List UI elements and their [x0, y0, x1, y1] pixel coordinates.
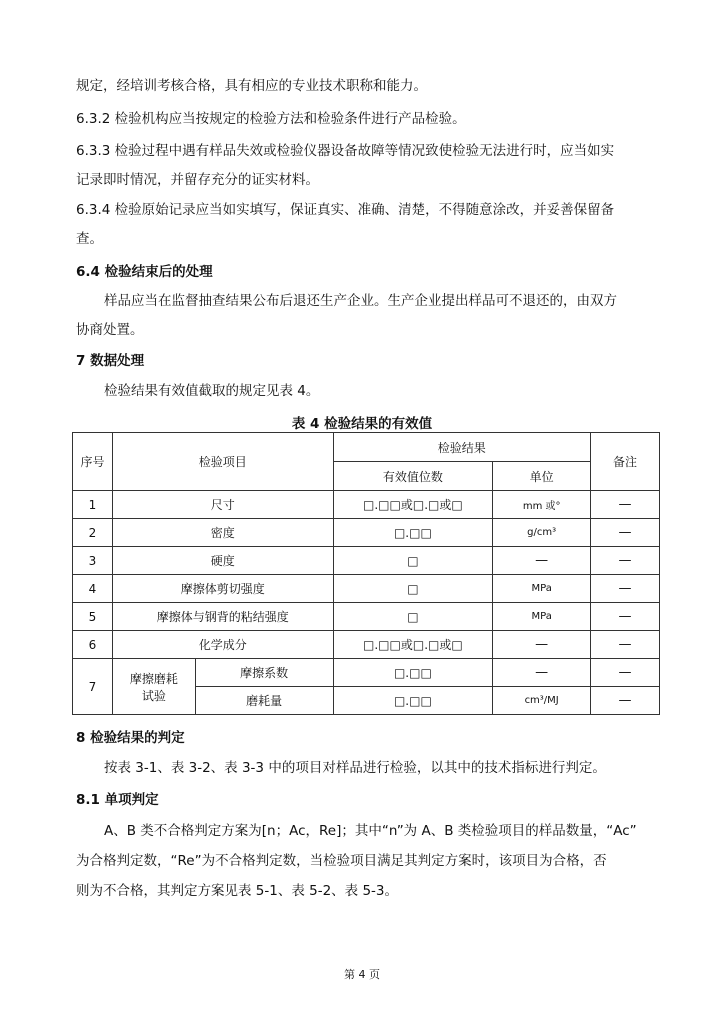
header-digits: 有效值位数: [333, 462, 493, 491]
paragraph-line: 规定，经培训考核合格，具有相应的专业技术职称和能力。: [76, 78, 427, 94]
paragraph-line: 样品应当在监督抽查结果公布后退还生产企业。生产企业提出样品可不退还的，由双方: [104, 293, 617, 309]
cell-group: [112, 659, 195, 715]
paragraph-line: 按表 3-1、表 3-2、表 3-3 中的项目对样品进行检验，以其中的技术指标进行判定。: [104, 760, 606, 776]
cell-item: 磨耗量: [195, 687, 333, 715]
cell-seq: 4: [73, 575, 113, 603]
paragraph-line: 协商处置。: [76, 322, 144, 338]
cell-seq: 2: [73, 519, 113, 547]
cell-remark: —: [591, 659, 660, 687]
paragraph-line: 记录即时情况，并留存充分的证实材料。: [76, 172, 319, 188]
table-row: [73, 491, 660, 519]
cell-unit: MPa: [493, 603, 591, 631]
paragraph-line: A、B 类不合格判定方案为[n；Ac，Re]；其中“n”为 A、B 类检验项目的样品数量，“Ac”: [104, 823, 637, 839]
cell-digits: □: [333, 603, 493, 631]
section-heading-8-1: 8.1 单项判定: [76, 792, 159, 808]
header-result: 检验结果: [333, 433, 591, 462]
header-remark: 备注: [591, 433, 660, 491]
cell-seq: 7: [73, 659, 113, 715]
cell-unit: MPa: [493, 575, 591, 603]
cell-item: 化学成分: [112, 631, 333, 659]
table-row: [73, 659, 660, 687]
cell-digits: □: [333, 575, 493, 603]
cell-seq: 6: [73, 631, 113, 659]
cell-remark: —: [591, 519, 660, 547]
cell-seq: 5: [73, 603, 113, 631]
table-row: [73, 547, 660, 575]
cell-seq: 3: [73, 547, 113, 575]
group-label-line: 摩擦磨耗: [129, 671, 178, 686]
cell-remark: —: [591, 575, 660, 603]
section-heading-8: 8 检验结果的判定: [76, 730, 185, 746]
paragraph-line: 6.3.3 检验过程中遇有样品失效或检验仪器设备故障等情况致使检验无法进行时，应当如实: [76, 143, 615, 159]
cell-remark: —: [591, 491, 660, 519]
cell-item: 摩擦系数: [195, 659, 333, 687]
cell-item: 摩擦体与钢背的粘结强度: [112, 603, 333, 631]
paragraph-line: 检验结果有效值截取的规定见表 4。: [104, 383, 320, 399]
cell-item: 硬度: [112, 547, 333, 575]
cell-digits: □.□□: [333, 519, 493, 547]
paragraph-line: 查。: [76, 231, 103, 247]
page-number: 第 4 页: [344, 968, 380, 981]
cell-item: 尺寸: [112, 491, 333, 519]
group-label-line: 试验: [141, 688, 166, 703]
cell-seq: 1: [73, 491, 113, 519]
cell-unit: —: [493, 631, 591, 659]
cell-digits: □.□□: [333, 687, 493, 715]
table-caption: 表 4 检验结果的有效值: [291, 416, 433, 432]
cell-unit: mm 或°: [493, 491, 591, 519]
section-heading-6-4: 6.4 检验结束后的处理: [76, 264, 213, 280]
cell-remark: —: [591, 547, 660, 575]
section-heading-7: 7 数据处理: [76, 353, 145, 369]
table-row: [73, 519, 660, 547]
header-item: 检验项目: [112, 433, 333, 491]
cell-digits: □.□□或□.□或□: [333, 631, 493, 659]
cell-unit: —: [493, 547, 591, 575]
paragraph-line: 为合格判定数，“Re”为不合格判定数，当检验项目满足其判定方案时，该项目为合格，否: [76, 853, 607, 869]
cell-digits: □.□□: [333, 659, 493, 687]
paragraph-line: 6.3.2 检验机构应当按规定的检验方法和检验条件进行产品检验。: [76, 111, 466, 127]
cell-remark: —: [591, 631, 660, 659]
cell-remark: —: [591, 687, 660, 715]
cell-unit: g/cm³: [493, 519, 591, 547]
cell-item: 密度: [112, 519, 333, 547]
cell-unit: —: [493, 659, 591, 687]
cell-unit: cm³/MJ: [493, 687, 591, 715]
paragraph-line: 6.3.4 检验原始记录应当如实填写，保证真实、准确、清楚，不得随意涂改，并妥善保留备: [76, 202, 615, 218]
table-row: [73, 575, 660, 603]
paragraph-line: 则为不合格，其判定方案见表 5-1、表 5-2、表 5-3。: [76, 883, 399, 899]
cell-item: 摩擦体剪切强度: [112, 575, 333, 603]
cell-digits: □: [333, 547, 493, 575]
results-table: [72, 432, 660, 715]
cell-remark: —: [591, 603, 660, 631]
header-unit: 单位: [493, 462, 591, 491]
table-row: [73, 631, 660, 659]
header-seq: 序号: [73, 433, 113, 491]
table-row: [73, 603, 660, 631]
cell-digits: □.□□或□.□或□: [333, 491, 493, 519]
